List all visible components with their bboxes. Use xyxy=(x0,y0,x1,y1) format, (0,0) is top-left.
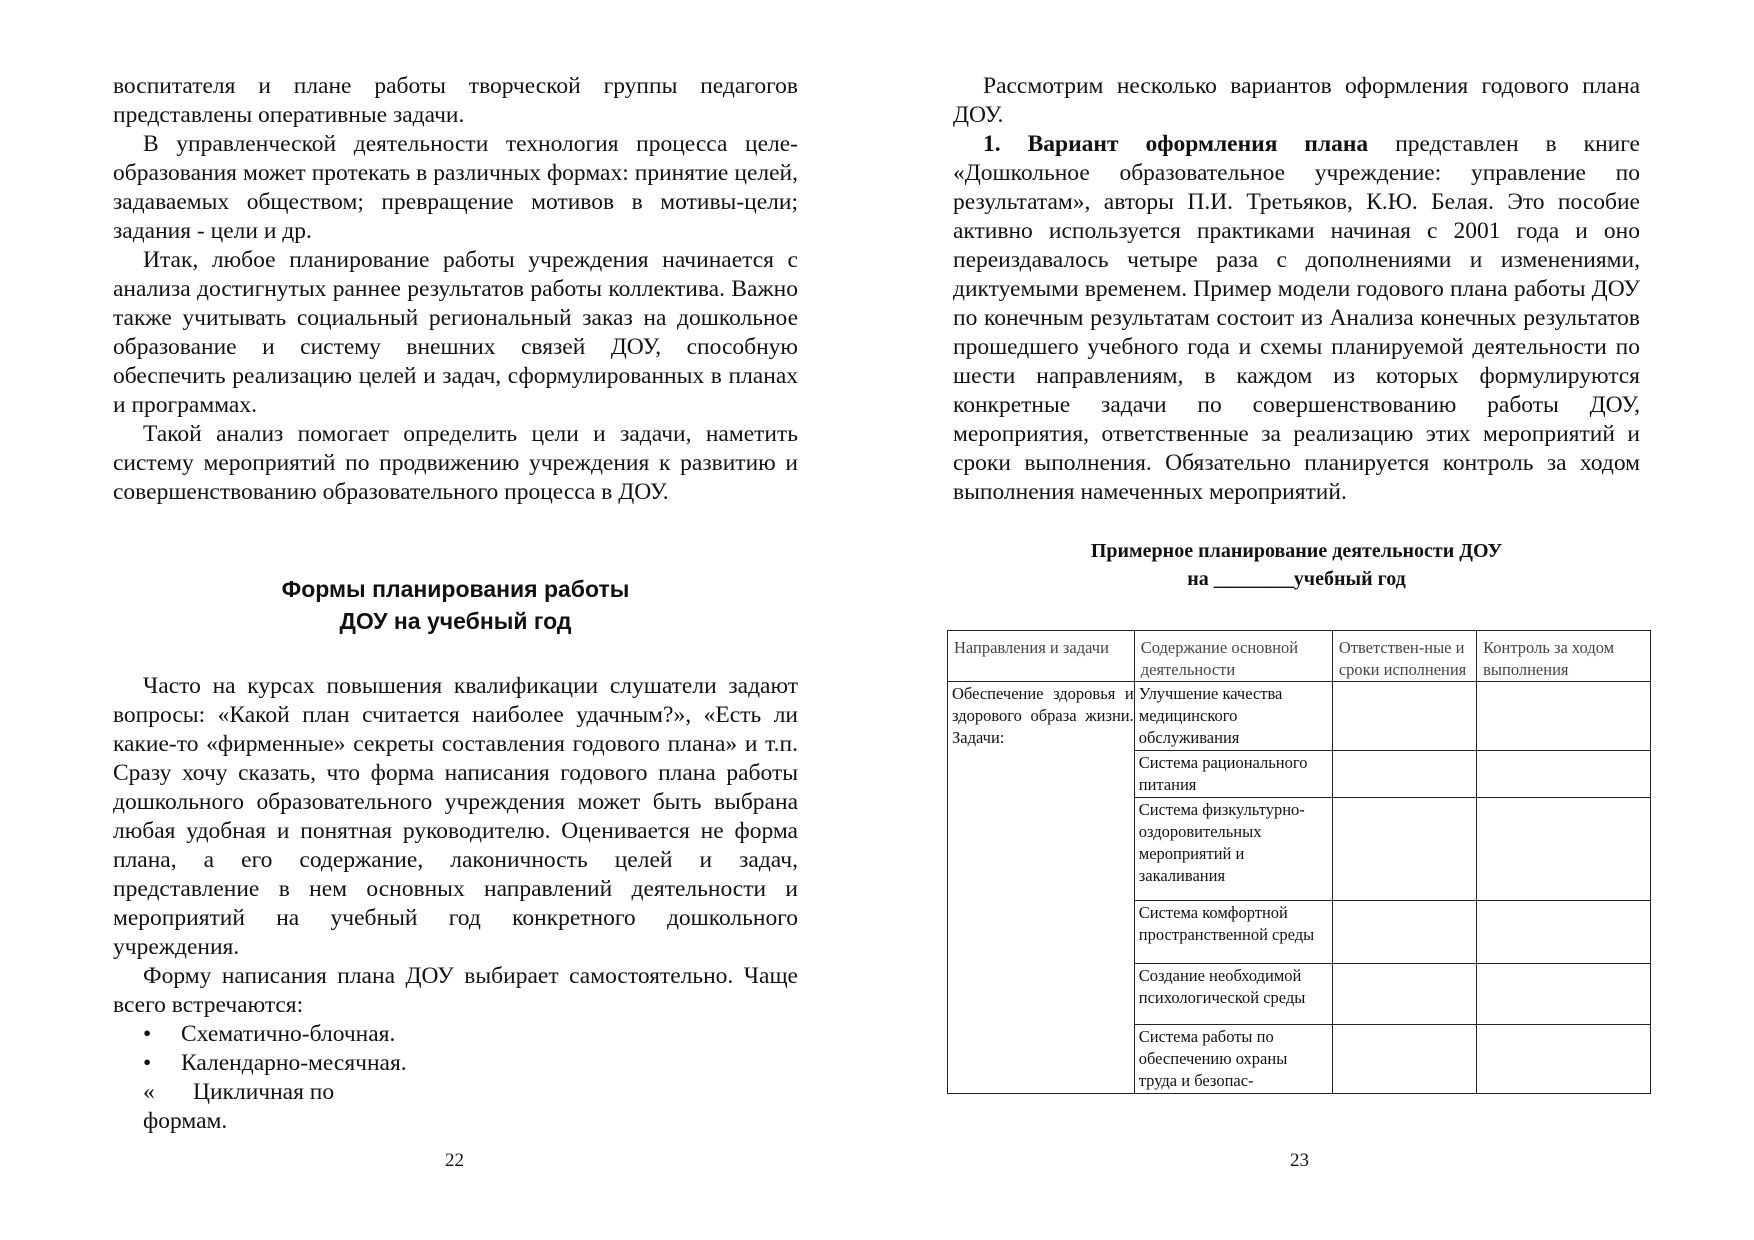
bullet-icon: • xyxy=(143,1050,152,1076)
table-row xyxy=(948,682,1651,751)
control-cell xyxy=(1477,964,1651,1025)
column-header: Контроль за ходом выполнения xyxy=(1477,631,1651,682)
right-page xyxy=(952,72,1640,1090)
section-subtitle: ДОУ на учебный год xyxy=(339,608,572,634)
responsible-cell xyxy=(1332,751,1476,798)
planning-table xyxy=(947,630,1651,1094)
bullet-icon: • xyxy=(143,1021,152,1047)
content-cell: Создание необходимой психологической среды xyxy=(1134,964,1332,1025)
content-cell: Улучшение качества медицинского обслуживания xyxy=(1134,682,1332,751)
control-cell xyxy=(1477,798,1651,901)
content-cell: Система работы по обеспечению охраны труда и безопас- xyxy=(1134,1025,1332,1094)
table-title: Примерное планирование деятельности ДОУ xyxy=(1090,540,1503,562)
bullet-icon: « xyxy=(143,1079,155,1105)
responsible-cell xyxy=(1332,964,1476,1025)
control-cell xyxy=(1477,751,1651,798)
column-header: Содержание основной деятельности xyxy=(1134,631,1332,682)
column-header: Направления и задачи xyxy=(948,631,1135,682)
paragraph: Итак, любое планирование работы учреждения начинается с анализа достигнутых раннее результатов работы коллектива. Важно также учитывать социальный региональный заказ на дошкольное образование и систему внешних связей ДОУ, способную обеспечить реализацию целей и задач, сформулированных в планах и программах. xyxy=(113,247,798,418)
page-number: 23 xyxy=(1290,1150,1309,1171)
section-title: Формы планирования работы xyxy=(281,576,630,602)
list-item: • Календарно-месячная. xyxy=(143,1050,407,1076)
control-cell xyxy=(1477,901,1651,964)
content-cell: Система комфортной пространственной среды xyxy=(1134,901,1332,964)
control-cell xyxy=(1477,682,1651,751)
left-page xyxy=(113,72,798,1136)
list-item: « Цикличная по xyxy=(143,1079,335,1105)
paragraph: 1. Вариант оформления плана представлен в книге «Дошкольное образовательное учреждение: управление по результатам», авторы П.И. Третьяков, К.Ю. Белая. Это пособие активно используется практиками начиная с 2001 года и оно переиздавалось четыре раза с дополнениями и изменениями, диктуемыми временем. Пример модели годового плана работы ДОУ по конечным результатам состоит из Анализа конечных результатов прошедшего учебного года и схемы планируемой деятельности по шести направлениям, в каждом из которых формулируются конкретные задачи по совершенствованию работы ДОУ, мероприятия, ответственные за реализацию этих мероприятий и сроки выполнения. Обязательно планируется контроль за ходом выполнения намеченных мероприятий. xyxy=(953,131,1640,505)
table-header-row xyxy=(948,631,1651,682)
responsible-cell xyxy=(1332,798,1476,901)
list-item-continuation: формам. xyxy=(143,1108,228,1134)
responsible-cell xyxy=(1332,1025,1476,1094)
direction-cell: Обеспечение здоровья и здорового образа жизни. Задачи: xyxy=(948,682,1135,1094)
paragraph: Форму написания плана ДОУ выбирает самостоятельно. Чаще всего встречаются: xyxy=(113,963,798,1018)
control-cell xyxy=(1477,1025,1651,1094)
page-number: 22 xyxy=(445,1150,464,1171)
column-header: Ответствен-ные и сроки исполнения xyxy=(1332,631,1476,682)
content-cell: Система рационального питания xyxy=(1134,751,1332,798)
paragraph: В управленческой деятельности технология процесса целе-образования может протекать в различных формах: принятие целей, задаваемых обществом; превращение мотивов в мотивы-цели; задания - цели и др. xyxy=(113,131,798,244)
paragraph-bold-lead: 1. Вариант оформления плана xyxy=(983,131,1369,157)
paragraph: Часто на курсах повышения квалификации слушатели задают вопросы: «Какой план считается наиболее удачным?», «Есть ли какие-то «фирменные» секреты составления годового плана» и т.п. Сразу хочу сказать, что форма написания годового плана работы дошкольного образовательного учреждения может быть выбрана любая удобная и понятная руководителю. Оценивается не форма плана, а его содержание, лаконичность целей и задач, представление в нем основных направлений деятельности и мероприятий на учебный год конкретного дошкольного учреждения. xyxy=(113,673,798,960)
paragraph: воспитателя и плане работы творческой группы педагогов представлены оперативные задачи. xyxy=(113,73,798,128)
forms-list xyxy=(113,1020,798,1107)
list-item: • Схематично-блочная. xyxy=(143,1021,396,1047)
content-cell: Система физкультурно-оздоровительных мероприятий и закаливания xyxy=(1134,798,1332,901)
table-subtitle: на ________учебный год xyxy=(1187,568,1406,590)
paragraph: Рассмотрим несколько вариантов оформления годового плана ДОУ. xyxy=(953,73,1640,128)
responsible-cell xyxy=(1332,682,1476,751)
paragraph: Такой анализ помогает определить цели и задачи, наметить систему мероприятий по продвижению учреждения к развитию и совершенствованию образовательного процесса в ДОУ. xyxy=(113,421,798,505)
responsible-cell xyxy=(1332,901,1476,964)
